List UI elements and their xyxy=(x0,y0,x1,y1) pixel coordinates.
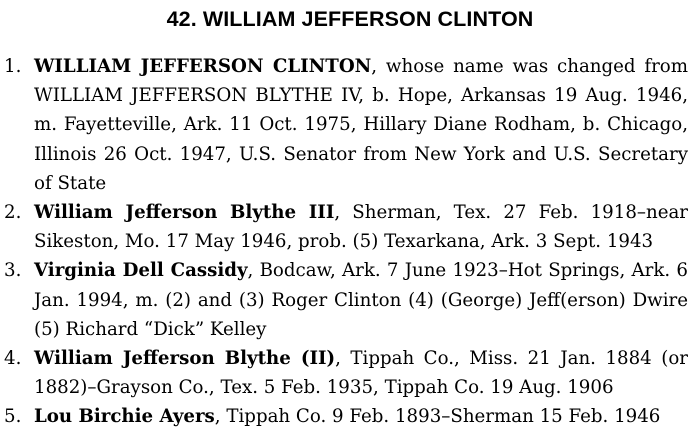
entry-number: 2. xyxy=(4,202,22,224)
entry-text: , Sherman, Tex. 27 Feb. 1918–near Sikeston, Mo. 17 May 1946, prob. (5) Texarkana, Ark. 3 Sept. 1943 xyxy=(34,202,688,253)
entry-number: 3. xyxy=(4,260,22,282)
page-title: 42. WILLIAM JEFFERSON CLINTON xyxy=(166,7,534,31)
entry-name: Virginia Dell Cassidy xyxy=(34,260,248,282)
entry-name: William Jefferson Blythe III xyxy=(34,202,335,224)
list-item xyxy=(0,256,688,344)
entry-text: , whose name was changed from WILLIAM JEFFERSON BLYTHE IV, b. Hope, Arkansas 19 Aug. 1946, m. Fayetteville, Ark. 11 Oct. 1975, Hillary Diane Rodham, b. Chicago, Illinois 26 Oct. 1947, U.S. Senator from New York and U.S. Secretary of State xyxy=(34,56,688,194)
entry-number: 4. xyxy=(4,348,22,370)
list-item xyxy=(0,402,688,431)
list-item xyxy=(0,198,688,256)
entry-text: , Bodcaw, Ark. 7 June 1923–Hot Springs, Ark. 6 Jan. 1994, m. (2) and (3) Roger Clinton (4) (George) Jeff(erson) Dwire (5) Richard “Dick” Kelley xyxy=(34,260,688,340)
entry-name: WILLIAM JEFFERSON CLINTON xyxy=(34,56,372,77)
genealogy-list xyxy=(0,52,700,432)
list-item xyxy=(0,52,688,198)
entry-name: William Jefferson Blythe (II) xyxy=(34,348,336,370)
entry-text: , Tippah Co. 9 Feb. 1893–Sherman 15 Feb. 1946 xyxy=(214,406,661,428)
list-item xyxy=(0,344,688,402)
entry-number: 1. xyxy=(4,56,22,77)
entry-name: Lou Birchie Ayers xyxy=(34,406,215,428)
entry-text: , Tippah Co., Miss. 21 Jan. 1884 (or 1882)–Grayson Co., Tex. 5 Feb. 1935, Tippah Co. 19 Aug. 1906 xyxy=(34,348,688,399)
entry-number: 5. xyxy=(4,406,22,428)
